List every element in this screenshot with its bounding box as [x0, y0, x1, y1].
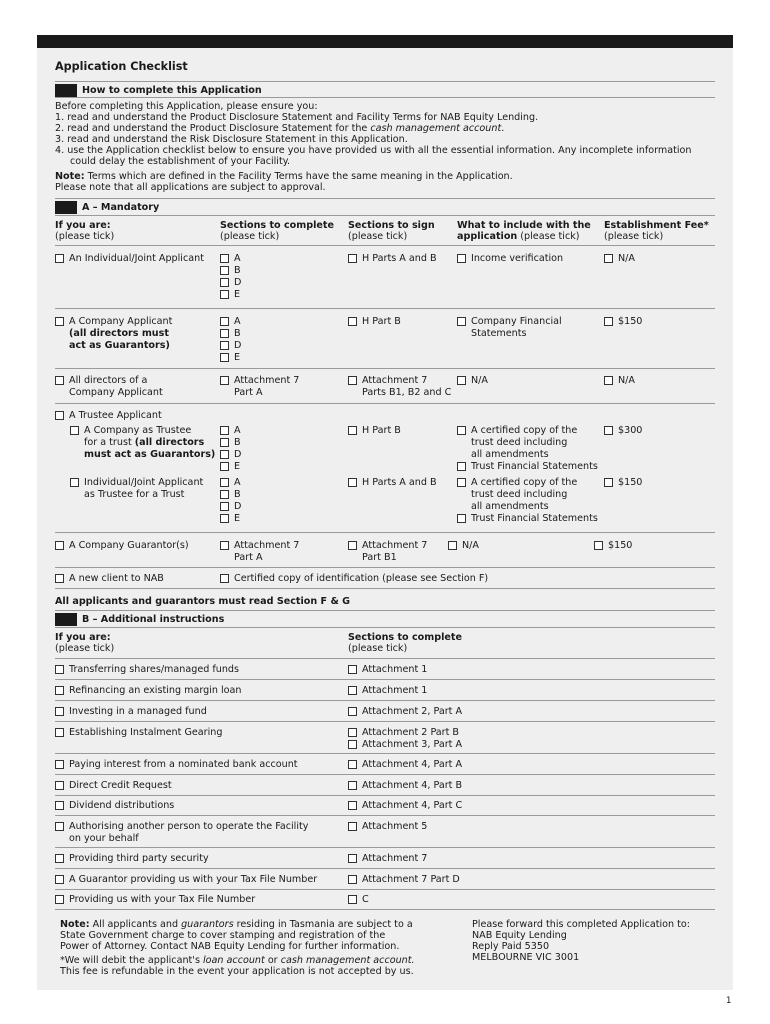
include-label: Company Financial: [471, 316, 562, 327]
section-d-checkbox[interactable]: [220, 450, 229, 459]
section-label: Part A: [234, 552, 263, 563]
divider: [55, 215, 715, 216]
divider: [55, 815, 715, 816]
b-section-label: Attachment 1: [362, 664, 428, 675]
how-item: 3. read and understand the Risk Disclosure Statement in this Application.: [55, 134, 408, 145]
section-b-checkbox[interactable]: [220, 438, 229, 447]
section-label: D: [234, 277, 242, 288]
footer-note: [60, 919, 413, 931]
divider: [55, 700, 715, 701]
section-a-checkbox[interactable]: [220, 478, 229, 487]
col-header: Sections to sign: [348, 220, 435, 231]
address-line: MELBOURNE VIC 3001: [472, 952, 580, 963]
divider: [55, 97, 715, 98]
section-a-heading: A – Mandatory: [82, 202, 160, 213]
b-row-checkbox[interactable]: [55, 801, 64, 810]
trustee-checkbox[interactable]: [55, 411, 64, 420]
section-e-checkbox[interactable]: [220, 290, 229, 299]
how-item: 4. use the Application checklist below to ensure you have provided us with all the essential information. Any incomplete information: [55, 145, 692, 156]
sign-checkbox[interactable]: [348, 478, 357, 487]
section-label: Attachment 7: [234, 540, 300, 551]
address-line: Please forward this completed Application to:: [472, 919, 691, 930]
section-b-checkbox[interactable]: [220, 329, 229, 338]
section-d-checkbox[interactable]: [220, 341, 229, 350]
fee-checkbox[interactable]: [604, 254, 613, 263]
include-checkbox[interactable]: [457, 462, 466, 471]
divider: [55, 567, 715, 568]
include-checkbox[interactable]: [457, 254, 466, 263]
page-number: 1: [726, 996, 732, 1006]
fee-label: N/A: [618, 375, 635, 386]
fee-checkbox[interactable]: [604, 317, 613, 326]
section-b-checkbox[interactable]: [220, 490, 229, 499]
section-e-checkbox[interactable]: [220, 462, 229, 471]
fee-label: $300: [618, 425, 643, 436]
row-label-bold: (all directors must: [69, 328, 169, 339]
section-label: A: [234, 316, 241, 327]
sign-checkbox[interactable]: [348, 317, 357, 326]
footer-note-italic: loan account: [203, 955, 265, 966]
b-row-checkbox[interactable]: [55, 728, 64, 737]
section-label: B: [234, 265, 241, 276]
note-label: Note:: [55, 171, 85, 182]
divider: [55, 847, 715, 848]
individual-checkbox[interactable]: [55, 254, 64, 263]
b-row-label: Transferring shares/managed funds: [69, 664, 240, 675]
b-section-checkbox[interactable]: [348, 781, 357, 790]
row-label: A Company Applicant: [69, 316, 173, 327]
divider: [55, 610, 715, 611]
col-header: Sections to complete: [348, 632, 462, 643]
row-label: A Company Guarantor(s): [69, 540, 189, 551]
row-label: A new client to NAB: [69, 573, 164, 584]
b-section-label: Attachment 2 Part B: [362, 727, 460, 738]
include-label: N/A: [462, 540, 479, 551]
sign-label: Attachment 7: [362, 540, 428, 551]
b-row-label: Establishing Instalment Gearing: [69, 727, 223, 738]
b-section-checkbox[interactable]: [348, 728, 357, 737]
b-row-label: Paying interest from a nominated bank account: [69, 759, 298, 770]
row-label: All directors of a: [69, 375, 148, 386]
include-checkbox[interactable]: [457, 478, 466, 487]
top-bar: [37, 35, 733, 48]
fee-label: N/A: [618, 253, 635, 264]
col-header-sub: (please tick): [604, 231, 664, 242]
section-marker: [55, 84, 77, 97]
row-label: A Trustee Applicant: [69, 410, 162, 421]
b-row-checkbox[interactable]: [55, 875, 64, 884]
footer-note: State Government charge to cover stamping and registration of the: [60, 930, 386, 941]
section-label: E: [234, 352, 241, 363]
row-label: as Trustee for a Trust: [84, 489, 185, 500]
b-section-checkbox[interactable]: [348, 760, 357, 769]
row-label: [84, 437, 204, 449]
section-label: E: [234, 513, 241, 524]
section-label: D: [234, 449, 242, 460]
row-label-bold: act as Guarantors): [69, 340, 170, 351]
b-row-checkbox[interactable]: [55, 822, 64, 831]
divider: [55, 532, 715, 533]
section-checkbox[interactable]: [220, 541, 229, 550]
include-label: A certified copy of the: [471, 425, 578, 436]
footer-note-text: residing in Tasmania are subject to a: [233, 919, 413, 930]
how-item: 1. read and understand the Product Disclosure Statement and Facility Terms for NAB Equity Lending.: [55, 112, 539, 123]
all-read-note: All applicants and guarantors must read Section F & G: [55, 596, 351, 607]
sign-checkbox[interactable]: [348, 254, 357, 263]
col-header: Sections to complete: [220, 220, 334, 231]
include-label: N/A: [471, 375, 488, 386]
include-checkbox[interactable]: [457, 317, 466, 326]
include-label: Trust Financial Statements: [471, 461, 598, 472]
footer-note-text: or: [264, 955, 281, 966]
section-label: A: [234, 477, 241, 488]
section-marker: [55, 201, 77, 214]
section-label: D: [234, 501, 242, 512]
include-label: all amendments: [471, 501, 549, 512]
note-text: Terms which are defined in the Facility Terms have the same meaning in the Application.: [84, 171, 513, 182]
b-row-label: Dividend distributions: [69, 800, 175, 811]
sign-label: H Parts A and B: [362, 253, 437, 264]
fee-checkbox[interactable]: [604, 478, 613, 487]
divider: [55, 658, 715, 659]
include-label: Statements: [471, 328, 527, 339]
divider: [55, 81, 715, 82]
b-row-label: Providing us with your Tax File Number: [69, 894, 256, 905]
divider: [55, 909, 715, 910]
section-label: E: [234, 289, 241, 300]
section-label: B: [234, 489, 241, 500]
section-a-checkbox[interactable]: [220, 426, 229, 435]
section-label: Attachment 7: [234, 375, 300, 386]
section-label: B: [234, 328, 241, 339]
divider: [55, 753, 715, 754]
b-row-checkbox[interactable]: [55, 895, 64, 904]
b-section-label: C: [362, 894, 369, 905]
section-e-checkbox[interactable]: [220, 353, 229, 362]
sign-label: H Part B: [362, 316, 401, 327]
include-label: all amendments: [471, 449, 549, 460]
fee-label: $150: [608, 540, 633, 551]
footer-note: This fee is refundable in the event your application is not accepted by us.: [60, 966, 414, 977]
fee-label: $150: [618, 477, 643, 488]
include-label: trust deed including: [471, 489, 568, 500]
b-section-checkbox[interactable]: [348, 801, 357, 810]
footer-note: [60, 955, 415, 967]
b-section-checkbox[interactable]: [348, 686, 357, 695]
row-label: A Company as Trustee: [84, 425, 192, 436]
sign-label: H Parts A and B: [362, 477, 437, 488]
sign-checkbox[interactable]: [348, 541, 357, 550]
footer-note-italic: cash management account.: [280, 955, 415, 966]
footer-note-text: *We will debit the applicant's: [60, 955, 203, 966]
sign-label: Part B1: [362, 552, 397, 563]
b-section-label: Attachment 4, Part C: [362, 800, 463, 811]
include-label: trust deed including: [471, 437, 568, 448]
b-row-label: on your behalf: [69, 833, 139, 844]
row-label-text: for a trust: [84, 437, 135, 448]
section-label: D: [234, 340, 242, 351]
col-header: Establishment Fee*: [604, 220, 709, 231]
b-section-checkbox[interactable]: [348, 707, 357, 716]
section-marker: [55, 613, 77, 626]
b-section-checkbox[interactable]: [348, 665, 357, 674]
directors-checkbox[interactable]: [55, 376, 64, 385]
b-section-label: Attachment 7: [362, 853, 428, 864]
b-row-label: Refinancing an existing margin loan: [69, 685, 242, 696]
how-note: [55, 171, 513, 183]
how-item-end: .: [501, 123, 505, 134]
row-label: Individual/Joint Applicant: [84, 477, 204, 488]
b-section-label: Attachment 4, Part A: [362, 759, 463, 770]
row-label: An Individual/Joint Applicant: [69, 253, 204, 264]
section-label: A: [234, 253, 241, 264]
b-section-label: Attachment 7 Part D: [362, 874, 460, 885]
identification-checkbox[interactable]: [220, 574, 229, 583]
include-checkbox[interactable]: [457, 376, 466, 385]
col-header-sub: (please tick): [220, 231, 280, 242]
section-label: B: [234, 437, 241, 448]
b-section-checkbox[interactable]: [348, 740, 357, 749]
b-row-checkbox[interactable]: [55, 707, 64, 716]
divider: [55, 795, 715, 796]
col-header-bold: application: [457, 231, 518, 242]
section-label: Part A: [234, 387, 263, 398]
fee-checkbox[interactable]: [604, 376, 613, 385]
col-header: If you are:: [55, 632, 111, 643]
include-checkbox[interactable]: [457, 514, 466, 523]
col-header-rest: (please tick): [517, 231, 580, 242]
section-e-checkbox[interactable]: [220, 514, 229, 523]
divider: [55, 198, 715, 199]
divider: [55, 679, 715, 680]
section-a-checkbox[interactable]: [220, 254, 229, 263]
section-d-checkbox[interactable]: [220, 278, 229, 287]
col-header-sub: [457, 231, 580, 243]
row-label-bold: must act as Guarantors): [84, 449, 216, 460]
section-b-checkbox[interactable]: [220, 266, 229, 275]
include-label: A certified copy of the: [471, 477, 578, 488]
b-row-label: Investing in a managed fund: [69, 706, 207, 717]
b-section-label: Attachment 2, Part A: [362, 706, 463, 717]
col-header-sub: (please tick): [348, 231, 408, 242]
sign-checkbox[interactable]: [348, 376, 357, 385]
footer-note-italic: guarantors: [181, 919, 234, 930]
page-title: Application Checklist: [55, 60, 188, 73]
section-d-checkbox[interactable]: [220, 502, 229, 511]
divider: [55, 245, 715, 246]
b-section-checkbox[interactable]: [348, 875, 357, 884]
divider: [55, 889, 715, 890]
sign-label: Attachment 7: [362, 375, 428, 386]
fee-checkbox[interactable]: [594, 541, 603, 550]
section-checkbox[interactable]: [220, 376, 229, 385]
how-item: could delay the establishment of your Facility.: [70, 156, 291, 167]
approval-note: Please note that all applications are subject to approval.: [55, 182, 326, 193]
col-header: If you are:: [55, 220, 111, 231]
b-section-checkbox[interactable]: [348, 854, 357, 863]
col-header-sub: (please tick): [55, 643, 115, 654]
sign-checkbox[interactable]: [348, 426, 357, 435]
include-checkbox[interactable]: [457, 426, 466, 435]
b-row-label: Providing third party security: [69, 853, 209, 864]
b-row-checkbox[interactable]: [55, 760, 64, 769]
address-line: NAB Equity Lending: [472, 930, 567, 941]
b-row-checkbox[interactable]: [55, 665, 64, 674]
b-section-checkbox[interactable]: [348, 822, 357, 831]
section-label: E: [234, 461, 241, 472]
b-section-checkbox[interactable]: [348, 895, 357, 904]
footer-note-label: Note:: [60, 919, 90, 930]
section-label: A: [234, 425, 241, 436]
how-intro: Before completing this Application, please ensure you:: [55, 101, 318, 112]
divider: [55, 368, 715, 369]
fee-checkbox[interactable]: [604, 426, 613, 435]
divider: [55, 868, 715, 869]
include-label: Income verification: [471, 253, 564, 264]
sign-label: Parts B1, B2 and C: [362, 387, 452, 398]
b-section-label: Attachment 3, Part A: [362, 739, 463, 750]
how-item-text: 2. read and understand the Product Disclosure Statement for the: [55, 123, 371, 134]
address-line: Reply Paid 5350: [472, 941, 550, 952]
company-trustee-checkbox[interactable]: [70, 426, 79, 435]
include-checkbox[interactable]: [448, 541, 457, 550]
b-row-label: Authorising another person to operate the Facility: [69, 821, 309, 832]
divider: [55, 627, 715, 628]
col-header-sub: (please tick): [348, 643, 408, 654]
b-section-label: Attachment 4, Part B: [362, 780, 463, 791]
sign-label: H Part B: [362, 425, 401, 436]
section-label: Certified copy of identification (please see Section F): [234, 573, 489, 584]
b-row-checkbox[interactable]: [55, 854, 64, 863]
new-client-checkbox[interactable]: [55, 574, 64, 583]
row-label: Company Applicant: [69, 387, 163, 398]
include-label: Trust Financial Statements: [471, 513, 598, 524]
how-item: [55, 123, 504, 135]
footer-note-text: All applicants and: [89, 919, 182, 930]
divider: [55, 403, 715, 404]
col-header-sub: (please tick): [55, 231, 115, 242]
section-a-checkbox[interactable]: [220, 317, 229, 326]
col-header: What to include with the: [457, 220, 591, 231]
how-heading: How to complete this Application: [82, 85, 262, 96]
divider: [55, 721, 715, 722]
fee-label: $150: [618, 316, 643, 327]
footer-note: Power of Attorney. Contact NAB Equity Lending for further information.: [60, 941, 400, 952]
b-section-label: Attachment 5: [362, 821, 428, 832]
b-section-label: Attachment 1: [362, 685, 428, 696]
divider: [55, 308, 715, 309]
section-b-heading: B – Additional instructions: [82, 614, 225, 625]
b-row-checkbox[interactable]: [55, 686, 64, 695]
b-row-label: Direct Credit Request: [69, 780, 172, 791]
divider: [55, 588, 715, 589]
individual-trustee-checkbox[interactable]: [70, 478, 79, 487]
company-checkbox[interactable]: [55, 317, 64, 326]
b-row-label: A Guarantor providing us with your Tax File Number: [69, 874, 318, 885]
row-label-bold: (all directors: [134, 437, 205, 448]
how-item-italic: cash management account: [370, 123, 502, 134]
divider: [55, 774, 715, 775]
guarantor-checkbox[interactable]: [55, 541, 64, 550]
b-row-checkbox[interactable]: [55, 781, 64, 790]
